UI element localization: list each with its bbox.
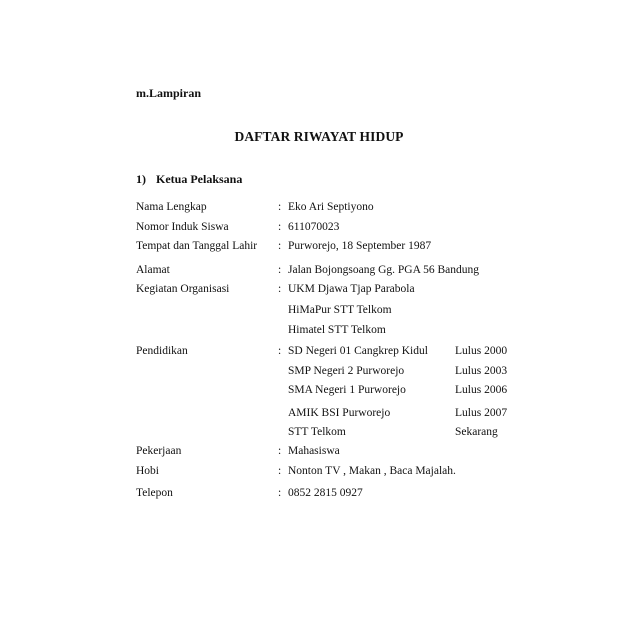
field-value-nis: 611070023 <box>288 221 340 233</box>
field-row-nama <box>136 199 576 215</box>
field-row-organisasi-cont <box>136 302 576 318</box>
pendidikan-school: SMA Negeri 1 Purworejo <box>288 384 406 396</box>
field-row-pendidikan-cont <box>136 363 576 379</box>
field-label-pendidikan: Pendidikan <box>136 345 188 357</box>
field-value-pekerjaan: Mahasiswa <box>288 445 340 457</box>
document-title: DAFTAR RIWAYAT HIDUP <box>234 129 404 144</box>
field-value-nama: Eko Ari Septiyono <box>288 201 374 213</box>
organisasi-item: Himatel STT Telkom <box>288 324 386 336</box>
field-colon: : <box>278 445 282 457</box>
pendidikan-status: Sekarang <box>455 426 498 438</box>
section-heading <box>136 172 242 187</box>
field-row-alamat <box>136 262 576 278</box>
pendidikan-school: SD Negeri 01 Cangkrep Kidul <box>288 345 428 357</box>
pendidikan-school: SMP Negeri 2 Purworejo <box>288 365 405 377</box>
field-label-pekerjaan: Pekerjaan <box>136 445 182 457</box>
pendidikan-status: Lulus 2006 <box>455 384 508 396</box>
field-value-hobi: Nonton TV , Makan , Baca Majalah. <box>288 465 456 477</box>
field-row-organisasi <box>136 281 576 297</box>
field-colon: : <box>278 345 282 357</box>
pendidikan-school: AMIK BSI Purworejo <box>288 407 391 419</box>
field-label-nis: Nomor Induk Siswa <box>136 221 229 233</box>
field-label-telepon: Telepon <box>136 487 173 499</box>
field-label-alamat: Alamat <box>136 264 170 276</box>
section-number: 1) <box>136 172 146 186</box>
organisasi-item: UKM Djawa Tjap Parabola <box>288 283 415 295</box>
field-row-pendidikan-cont <box>136 424 576 440</box>
field-label-nama: Nama Lengkap <box>136 201 207 213</box>
field-colon: : <box>278 240 282 252</box>
field-colon: : <box>278 221 282 233</box>
field-colon: : <box>278 487 282 499</box>
field-row-pendidikan-cont <box>136 382 576 398</box>
field-colon: : <box>278 201 282 213</box>
pendidikan-status: Lulus 2007 <box>455 407 508 419</box>
field-colon: : <box>278 283 282 295</box>
field-row-organisasi-cont <box>136 322 576 338</box>
section-title: Ketua Pelaksana <box>156 172 243 186</box>
field-colon: : <box>278 264 282 276</box>
field-label-organisasi: Kegiatan Organisasi <box>136 283 230 295</box>
field-row-nis <box>136 219 576 235</box>
pendidikan-school: STT Telkom <box>288 426 346 438</box>
field-label-ttl: Tempat dan Tanggal Lahir <box>136 240 258 252</box>
field-row-pendidikan <box>136 343 576 359</box>
field-row-ttl <box>136 238 576 254</box>
field-row-hobi <box>136 463 576 479</box>
pendidikan-status: Lulus 2003 <box>455 365 508 377</box>
field-row-telepon <box>136 485 576 501</box>
field-value-alamat: Jalan Bojongsoang Gg. PGA 56 Bandung <box>288 264 480 276</box>
field-label-hobi: Hobi <box>136 465 159 477</box>
pendidikan-status: Lulus 2000 <box>455 345 508 357</box>
field-row-pekerjaan <box>136 443 576 459</box>
appendix-label: m.Lampiran <box>136 86 202 100</box>
field-row-pendidikan-cont <box>136 405 576 421</box>
field-colon: : <box>278 465 282 477</box>
field-value-ttl: Purworejo, 18 September 1987 <box>288 240 432 252</box>
field-value-telepon: 0852 2815 0927 <box>288 487 363 499</box>
organisasi-item: HiMaPur STT Telkom <box>288 304 392 316</box>
